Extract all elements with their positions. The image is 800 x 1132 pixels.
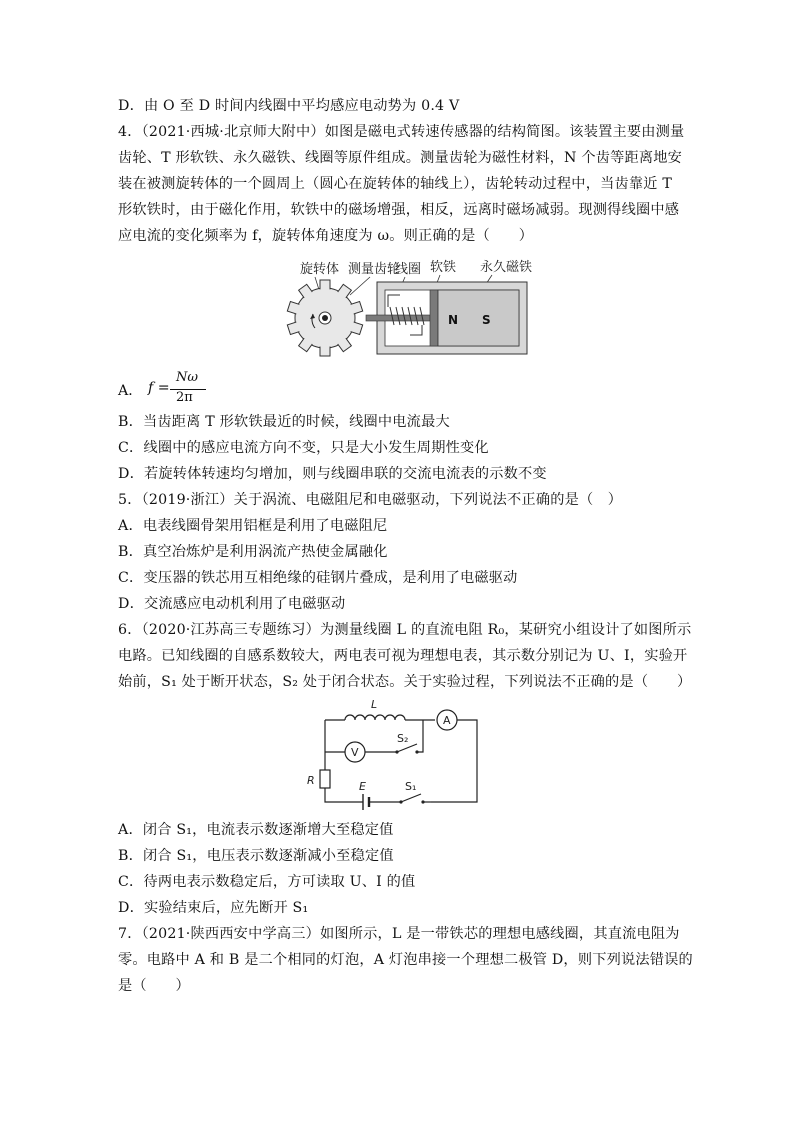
pole-n: N	[448, 313, 459, 327]
q6-stem-line-1: 6．（2020·江苏高三专题练习）为测量线圈 L 的直流电阻 R₀，某研究小组设计了如图所示	[118, 622, 692, 638]
q6-option-a: A．闭合 S₁，电流表示数逐渐增大至稳定值	[118, 822, 394, 838]
q6-option-d: D．实验结束后，应先断开 S₁	[118, 900, 309, 916]
pole-s: S	[482, 313, 491, 327]
q4-stem-line-5: 应电流的变化频率为 f，旋转体角速度为 ω。则正确的是（ ）	[118, 228, 534, 244]
q4-option-a	[118, 370, 238, 406]
label-magnet: 永久磁铁	[480, 260, 533, 275]
q6-circuit-figure	[305, 692, 505, 810]
label-s2: S₂	[397, 732, 409, 745]
q4-sensor-figure	[270, 255, 540, 365]
q5-option-c: C．变压器的铁芯用互相绝缘的硅钢片叠成，是利用了电磁驱动	[118, 570, 518, 586]
label-e: E	[359, 780, 366, 793]
ammeter-icon: A	[443, 714, 451, 727]
q4-option-a-denominator: 2π	[176, 390, 193, 405]
q6-option-b: B．闭合 S₁，电压表示数逐渐减小至稳定值	[118, 848, 394, 864]
q5-option-a: A．电表线圈骨架用铝框是利用了电磁阻尼	[118, 518, 388, 534]
voltmeter-icon: V	[351, 746, 359, 759]
label-l: L	[371, 698, 378, 711]
label-r: R	[307, 774, 315, 787]
label-coil: 线圈	[395, 262, 422, 277]
inductor-coil	[345, 715, 405, 720]
q7-stem-line-1: 7．（2021·陕西西安中学高三）如图所示，L 是一带铁芯的理想电感线圈，其直流电阻为	[118, 926, 680, 942]
label-rotor: 旋转体	[300, 262, 340, 277]
q7-stem-line-2: 零。电路中 A 和 B 是二个相同的灯泡，A 灯泡串接一个理想二极管 D，则下列说法错误的	[118, 952, 693, 968]
q4-option-a-lhs: f =	[148, 380, 170, 396]
q5-option-d: D．交流感应电动机利用了电磁驱动	[118, 596, 346, 612]
q5-stem: 5．（2019·浙江）关于涡流、电磁阻尼和电磁驱动，下列说法不正确的是（ ）	[118, 492, 623, 508]
q4-stem-line-1: 4．（2021·西城·北京师大附中）如图是磁电式转速传感器的结构简图。该装置主要由测量	[118, 124, 685, 140]
q6-stem-line-3: 始前，S₁ 处于断开状态，S₂ 处于闭合状态。关于实验过程，下列说法不正确的是（ ）	[118, 674, 692, 690]
q6-option-c: C．待两电表示数稳定后，方可读取 U、I 的值	[118, 874, 416, 890]
q4-option-d: D．若旋转体转速均匀增加，则与线圈串联的交流电流表的示数不变	[118, 466, 547, 482]
label-gear: 测量齿轮	[348, 262, 401, 277]
q4-stem-line-3: 装在被测旋转体的一个圆周上（圆心在旋转体的轴线上），齿轮转动过程中，当齿靠近 T	[118, 176, 673, 192]
label-s1: S₁	[405, 780, 417, 793]
label-iron: 软铁	[430, 260, 457, 275]
q7-stem-line-3: 是（ ）	[118, 978, 190, 994]
q4-stem-line-2: 齿轮、T 形软铁、永久磁铁、线圈等原件组成。测量齿轮为磁性材料，N 个齿等距离地安	[118, 150, 683, 166]
q4-option-b: B．当齿距离 T 形软铁最近的时候，线圈中电流最大	[118, 414, 450, 430]
q4-option-c: C．线圈中的感应电流方向不变，只是大小发生周期性变化	[118, 440, 489, 456]
gear-icon	[287, 280, 362, 356]
q4-option-a-label: A．	[118, 383, 143, 399]
q4-stem-line-4: 形软铁时，由于磁化作用，软铁中的磁场增强，相反，远离时磁场减弱。现测得线圈中感	[118, 202, 680, 218]
q3-option-d: D．由 O 至 D 时间内线圈中平均感应电动势为 0.4 V	[118, 98, 460, 114]
q6-stem-line-2: 电路。已知线圈的自感系数较大，两电表可视为理想电表，其示数分别记为 U、I，实验开	[118, 648, 688, 664]
q4-option-a-numerator: Nω	[176, 370, 198, 385]
q5-option-b: B．真空冶炼炉是利用涡流产热使金属融化	[118, 544, 388, 560]
